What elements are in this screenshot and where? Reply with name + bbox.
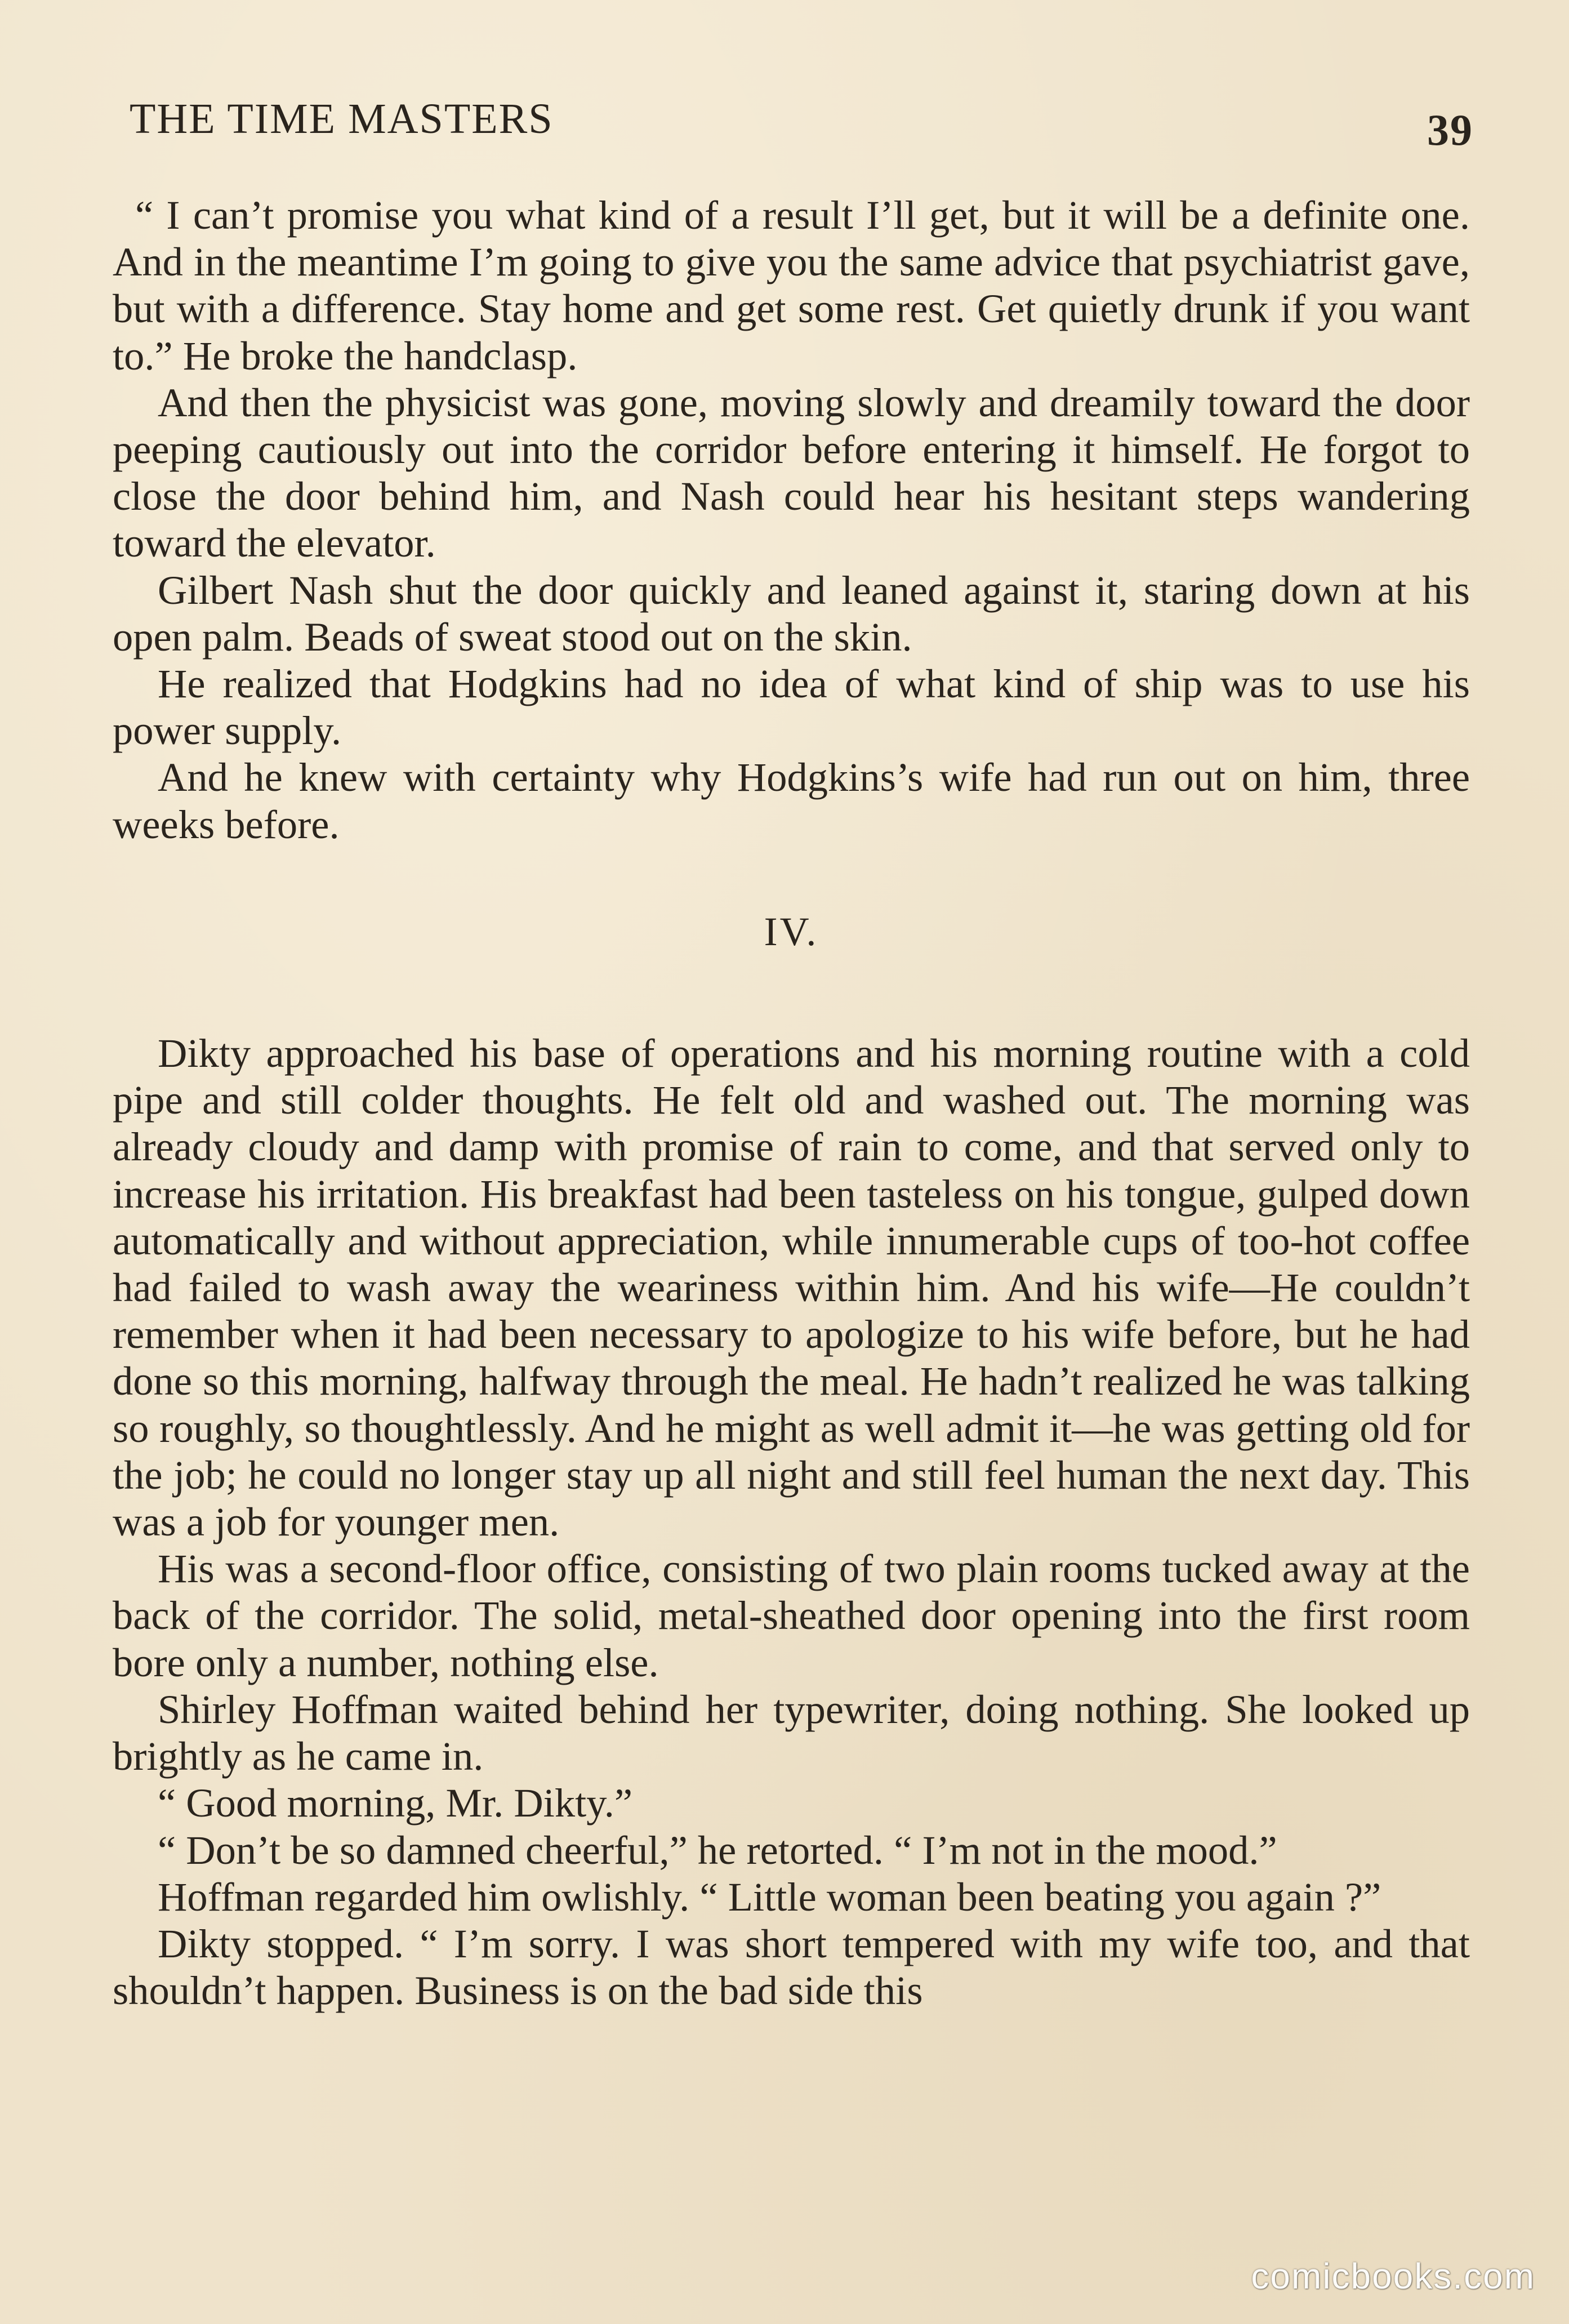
paragraph: “ Don’t be so damned cheerful,” he retorted. “ I’m not in the mood.”	[158, 1827, 1277, 1873]
paragraph: His was a second-floor office, consisting of two plain rooms tucked away at the back of the corridor. The solid, metal-sheathed door opening into the first room bore only a number, nothing else.	[113, 1546, 1470, 1685]
section-heading: IV.	[764, 909, 819, 954]
paragraph: Dikty approached his base of operations and his morning routine with a cold pipe and still colder thoughts. He felt old and washed out. The morning was already cloudy and damp with promise of rain to come, and that served only to increase his irritation. His breakfast had been tasteless on his tongue, gulped down automatically and without appreciation, while innumerable cups of too-hot coffee had failed to wash away the weariness within him. And his wife—He couldn’t remember when it had been necessary to apologize to his wife before, but he had done so this morning, halfway through the meal. He hadn’t realized he was talking so roughly, so thoughtlessly. And he might as well admit it—he was getting old for the job; he could no longer stay up all night and still feel human the next day. This was a job for younger men.	[113, 1030, 1470, 1545]
paragraph: Gilbert Nash shut the door quickly and leaned against it, staring down at his open palm. Beads of sweat stood out on the skin.	[113, 567, 1470, 660]
running-title: THE TIME MASTERS	[130, 95, 554, 143]
paragraph: “ Good morning, Mr. Dikty.”	[158, 1780, 633, 1826]
page-header	[130, 95, 1473, 157]
paragraph: And he knew with certainty why Hodgkins’s wife had run out on him, three weeks before.	[113, 754, 1470, 847]
paragraph: He realized that Hodgkins had no idea of what kind of ship was to use his power supply.	[113, 661, 1470, 754]
page-number: 39	[1427, 105, 1473, 154]
paragraph: Dikty stopped. “ I’m sorry. I was short tempered with my wife too, and that shouldn’t happen. Business is on the bad side this	[113, 1920, 1470, 2014]
paragraph: Hoffman regarded him owlishly. “ Little woman been beating you again ?”	[158, 1873, 1381, 1920]
paragraph: “ I can’t promise you what kind of a result I’ll get, but it will be a definite one. And in the meantime I’m going to give you the same advice that psychiatrist gave, but with a difference. Stay home and get some rest. Get quietly drunk if you want to.” He broke the handclasp.	[113, 192, 1470, 379]
watermark: comicbooks.com	[1251, 2256, 1535, 2296]
paragraph: And then the physicist was gone, moving slowly and dreamily toward the door peeping cautiously out into the corridor before entering it himself. He forgot to close the door behind him, and Nash could hear his hesitant steps wandering toward the elevator.	[113, 379, 1470, 566]
body-text	[113, 192, 1470, 2014]
paragraph: Shirley Hoffman waited behind her typewriter, doing nothing. She looked up brightly as he came in.	[113, 1686, 1470, 1779]
